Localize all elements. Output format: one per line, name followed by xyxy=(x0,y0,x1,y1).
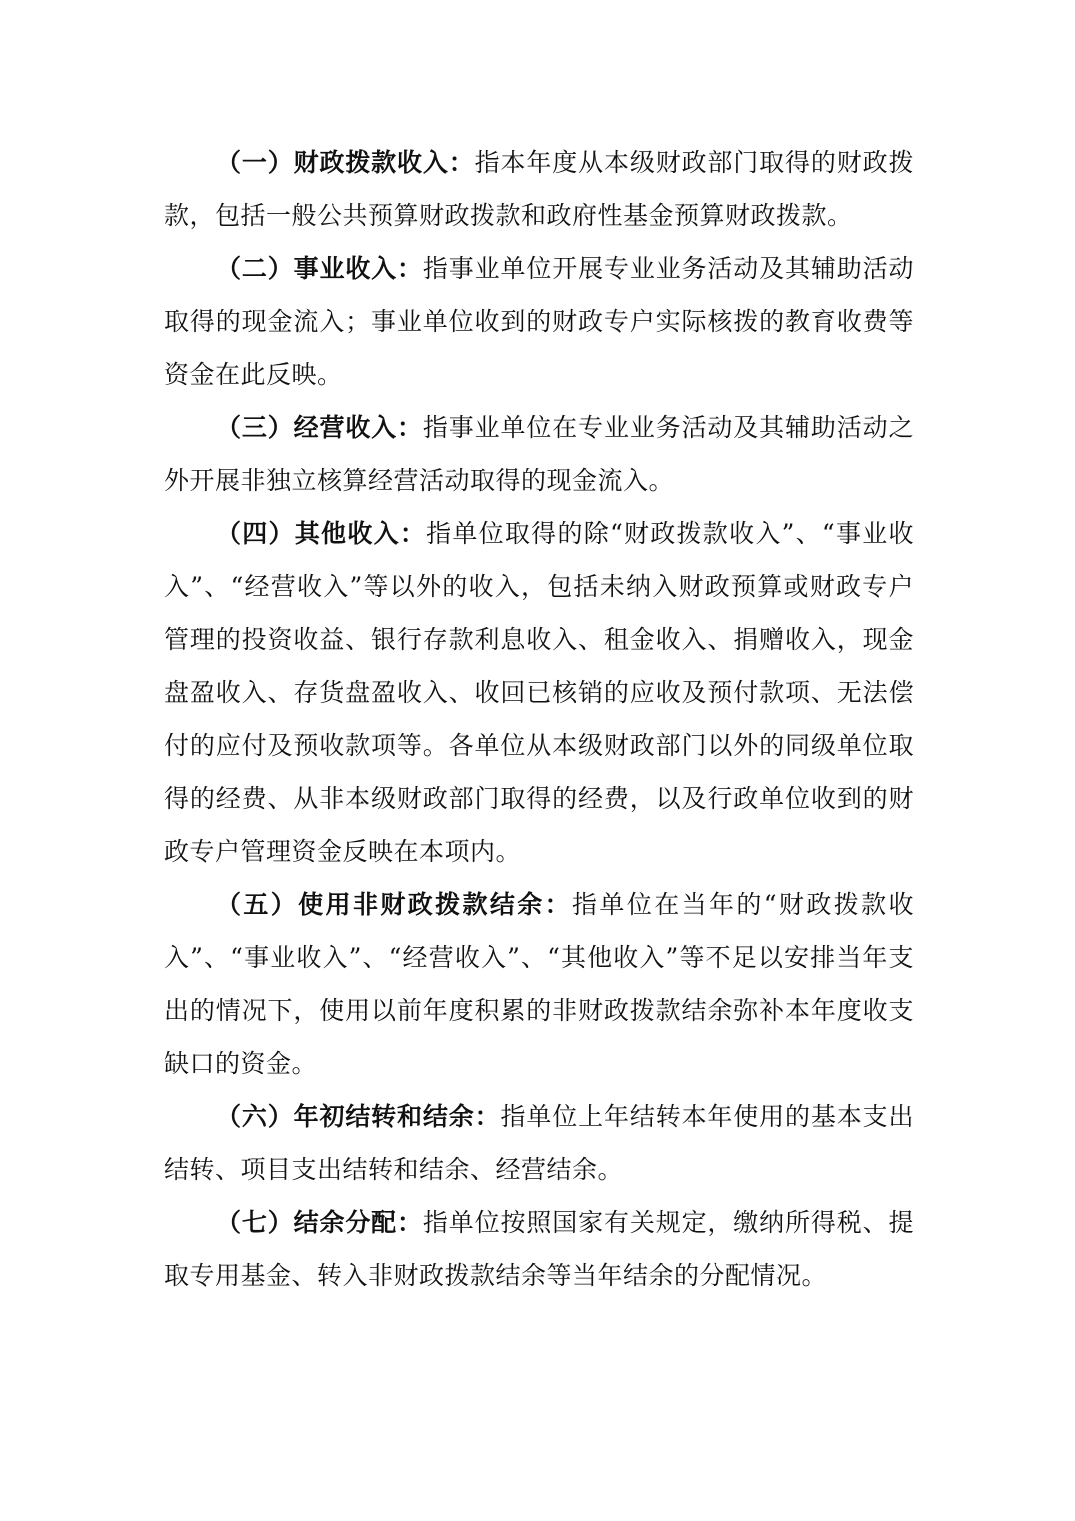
document-body xyxy=(164,136,914,1302)
paragraph-heading: （二）事业收入： xyxy=(216,254,423,283)
paragraph-surplus-distribution xyxy=(164,1196,914,1302)
paragraph-financial-appropriation-income xyxy=(164,136,914,242)
paragraph-operating-income xyxy=(164,401,914,507)
paragraph-text: 指单位取得的除“财政拨款收入”、“事业收入”、“经营收入”等以外的收入，包括未纳入财政预算或财政专户管理的投资收益、银行存款利息收入、租金收入、捐赠收入，现金盘盈收入、存货盘盈收入、收回已核销的应收及预付款项、无法偿付的应付及预收款项等。各单位从本级财政部门以外的同级单位取得的经费、从非本级财政部门取得的经费，以及行政单位收到的财政专户管理资金反映在本项内。 xyxy=(164,519,914,866)
paragraph-carryover-and-surplus xyxy=(164,1090,914,1196)
paragraph-heading: （六）年初结转和结余： xyxy=(216,1102,501,1131)
paragraph-heading: （七）结余分配： xyxy=(216,1208,423,1237)
paragraph-heading: （一）财政拨款收入： xyxy=(216,148,475,177)
paragraph-text: 指事业单位在专业业务活动及其辅助活动之外开展非独立核算经营活动取得的现金流入。 xyxy=(164,413,914,495)
paragraph-heading: （四）其他收入： xyxy=(216,519,427,548)
paragraph-text: 指单位在当年的“财政拨款收入”、“事业收入”、“经营收入”、“其他收入”等不足以安排当年支出的情况下，使用以前年度积累的非财政拨款结余弥补本年度收支缺口的资金。 xyxy=(164,890,914,1078)
paragraph-heading: （三）经营收入： xyxy=(216,413,423,442)
paragraph-text: 指单位按照国家有关规定，缴纳所得税、提取专用基金、转入非财政拨款结余等当年结余的分配情况。 xyxy=(164,1208,914,1290)
paragraph-text: 指事业单位开展专业业务活动及其辅助活动取得的现金流入；事业单位收到的财政专户实际核拨的教育收费等资金在此反映。 xyxy=(164,254,914,389)
paragraph-text: 指本年度从本级财政部门取得的财政拨款，包括一般公共预算财政拨款和政府性基金预算财政拨款。 xyxy=(164,148,914,230)
paragraph-text: 指单位上年结转本年使用的基本支出结转、项目支出结转和结余、经营结余。 xyxy=(164,1102,914,1184)
paragraph-other-income xyxy=(164,507,914,878)
paragraph-non-appropriation-surplus-use xyxy=(164,878,914,1090)
paragraph-heading: （五）使用非财政拨款结余： xyxy=(216,890,573,919)
paragraph-business-income xyxy=(164,242,914,401)
